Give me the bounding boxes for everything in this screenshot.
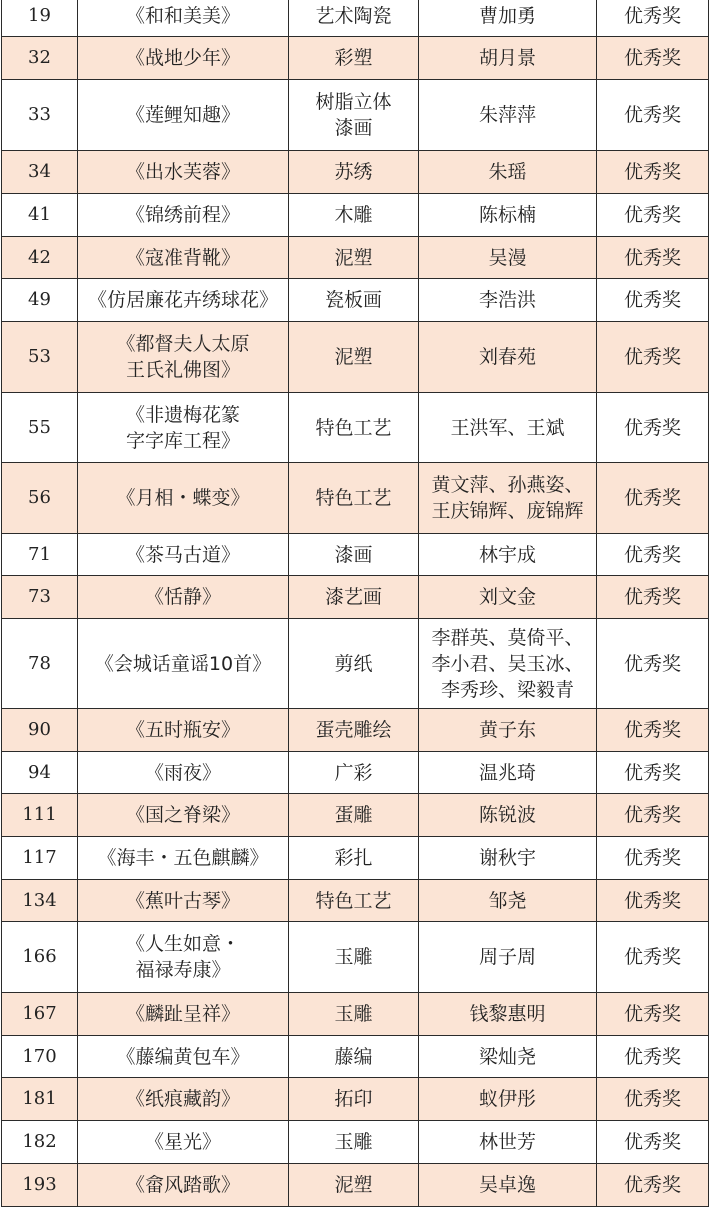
cell-author-line: 刘春苑	[478, 346, 536, 368]
cell-category	[289, 463, 419, 534]
cell-work-line: 《蕉叶古琴》	[125, 889, 240, 912]
cell-award: 优秀奖	[597, 0, 709, 37]
cell-work	[78, 576, 289, 619]
table-row	[2, 619, 709, 709]
cell-work-line: 《战地少年》	[125, 47, 240, 69]
cell-no: 134	[2, 880, 78, 922]
cell-category-line: 树脂立体	[315, 91, 392, 113]
table-row	[2, 393, 709, 463]
cell-category-line: 彩扎	[334, 847, 373, 869]
cell-author-line: 邹尧	[488, 889, 527, 912]
table-row	[2, 922, 709, 993]
cell-category	[289, 37, 419, 80]
cell-work	[78, 880, 289, 922]
cell-category-line: 特色工艺	[315, 487, 392, 509]
cell-work	[78, 80, 289, 151]
cell-category	[289, 279, 419, 322]
cell-work	[78, 752, 289, 794]
cell-category-line: 特色工艺	[315, 416, 392, 439]
cell-award: 优秀奖	[597, 1121, 709, 1164]
cell-category-line: 广彩	[334, 761, 373, 784]
cell-category	[289, 709, 419, 752]
table-row	[2, 80, 709, 151]
cell-category	[289, 752, 419, 794]
cell-no: 182	[2, 1121, 78, 1164]
cell-award: 优秀奖	[597, 619, 709, 709]
cell-category	[289, 880, 419, 922]
cell-category-line: 特色工艺	[315, 889, 392, 912]
table-row	[2, 1036, 709, 1078]
cell-author	[419, 37, 597, 80]
cell-author	[419, 151, 597, 194]
cell-author	[419, 922, 597, 993]
cell-award: 优秀奖	[597, 1036, 709, 1078]
cell-author-line: 曹加勇	[478, 4, 536, 27]
cell-work	[78, 463, 289, 534]
cell-work	[78, 794, 289, 837]
cell-work-line: 《都督夫人太原	[116, 333, 250, 355]
table-row	[2, 1121, 709, 1164]
cell-author-line: 吴漫	[488, 246, 527, 269]
cell-award: 优秀奖	[597, 794, 709, 837]
cell-author	[419, 1078, 597, 1121]
cell-work-line: 字字库工程》	[125, 429, 240, 452]
table-row	[2, 237, 709, 279]
cell-no: 32	[2, 37, 78, 80]
cell-award: 优秀奖	[597, 837, 709, 880]
table-row	[2, 576, 709, 619]
table-row	[2, 709, 709, 752]
cell-work	[78, 0, 289, 37]
cell-author-line: 周子周	[478, 946, 536, 968]
cell-author	[419, 534, 597, 576]
cell-author	[419, 322, 597, 393]
cell-award: 优秀奖	[597, 1164, 709, 1207]
cell-category-line: 漆画	[334, 117, 373, 139]
cell-category-line: 藤编	[334, 1045, 373, 1068]
cell-author	[419, 752, 597, 794]
cell-author	[419, 0, 597, 37]
cell-author	[419, 880, 597, 922]
cell-author-line: 李群英、莫倚平、	[431, 626, 584, 649]
cell-work-line: 《和和美美》	[125, 4, 240, 27]
cell-category	[289, 0, 419, 37]
cell-award: 优秀奖	[597, 80, 709, 151]
cell-category-line: 蛋雕	[334, 804, 373, 826]
cell-author-line: 朱瑶	[488, 161, 527, 183]
cell-category-line: 漆艺画	[324, 586, 382, 608]
cell-author	[419, 837, 597, 880]
cell-category-line: 泥塑	[334, 1174, 373, 1196]
cell-author	[419, 794, 597, 837]
cell-work-line: 《寇准背靴》	[125, 246, 240, 269]
cell-work	[78, 37, 289, 80]
cell-author	[419, 393, 597, 463]
cell-no: 90	[2, 709, 78, 752]
cell-category	[289, 1036, 419, 1078]
cell-category-line: 玉雕	[334, 1003, 373, 1025]
cell-author	[419, 576, 597, 619]
table-row	[2, 794, 709, 837]
cell-award: 优秀奖	[597, 463, 709, 534]
cell-author-line: 胡月景	[478, 47, 536, 69]
cell-no: 41	[2, 194, 78, 237]
cell-no: 193	[2, 1164, 78, 1207]
cell-author-line: 陈锐波	[478, 804, 536, 826]
cell-work-line: 《五时瓶安》	[125, 719, 240, 741]
cell-work-line: 福禄寿康》	[135, 959, 231, 981]
cell-work	[78, 1121, 289, 1164]
cell-work	[78, 619, 289, 709]
cell-author	[419, 80, 597, 151]
table-row	[2, 194, 709, 237]
cell-no: 78	[2, 619, 78, 709]
cell-category	[289, 837, 419, 880]
table-row	[2, 37, 709, 80]
table-row	[2, 1078, 709, 1121]
cell-category	[289, 1164, 419, 1207]
cell-category-line: 木雕	[334, 204, 373, 226]
table-row	[2, 880, 709, 922]
cell-author-line: 林世芳	[478, 1131, 536, 1153]
cell-work-line: 《锦绣前程》	[125, 204, 240, 226]
cell-work-line: 《纸痕藏韵》	[125, 1088, 240, 1110]
cell-category	[289, 80, 419, 151]
cell-work-line: 《雨夜》	[144, 761, 221, 784]
cell-author	[419, 463, 597, 534]
cell-author	[419, 194, 597, 237]
cell-category	[289, 794, 419, 837]
cell-author-line: 钱黎惠明	[469, 1003, 546, 1025]
cell-work-line: 《麟趾呈祥》	[125, 1003, 240, 1025]
cell-work-line: 《非遗梅花篆	[125, 403, 240, 426]
cell-work	[78, 393, 289, 463]
cell-category-line: 拓印	[334, 1088, 373, 1110]
cell-category	[289, 1121, 419, 1164]
cell-category-line: 瓷板画	[324, 289, 382, 311]
cell-award: 优秀奖	[597, 993, 709, 1036]
cell-work-line: 《藤编黄包车》	[116, 1045, 250, 1068]
cell-work	[78, 151, 289, 194]
cell-no: 56	[2, 463, 78, 534]
cell-author	[419, 1164, 597, 1207]
cell-award: 优秀奖	[597, 576, 709, 619]
cell-author	[419, 1121, 597, 1164]
cell-category-line: 玉雕	[334, 1131, 373, 1153]
cell-author	[419, 993, 597, 1036]
cell-work	[78, 1164, 289, 1207]
cell-no: 166	[2, 922, 78, 993]
cell-work-line: 《茶马古道》	[125, 543, 240, 566]
cell-category-line: 彩塑	[334, 47, 373, 69]
cell-work-line: 《月相・蝶变》	[116, 487, 250, 509]
cell-author-line: 李小君、吴玉冰、	[431, 652, 584, 675]
cell-category	[289, 393, 419, 463]
cell-no: 111	[2, 794, 78, 837]
cell-category	[289, 237, 419, 279]
cell-no: 117	[2, 837, 78, 880]
cell-author-line: 李浩洪	[478, 289, 536, 311]
cell-work-line: 《人生如意・	[125, 933, 240, 955]
cell-award: 优秀奖	[597, 709, 709, 752]
cell-author-line: 吴卓逸	[478, 1174, 536, 1196]
cell-award: 优秀奖	[597, 237, 709, 279]
cell-award: 优秀奖	[597, 393, 709, 463]
cell-work	[78, 279, 289, 322]
cell-category-line: 泥塑	[334, 246, 373, 269]
cell-work-line: 《会城话童谣10首》	[94, 652, 272, 675]
table-row	[2, 993, 709, 1036]
cell-award: 优秀奖	[597, 151, 709, 194]
cell-no: 53	[2, 322, 78, 393]
cell-category	[289, 922, 419, 993]
cell-award: 优秀奖	[597, 752, 709, 794]
cell-no: 42	[2, 237, 78, 279]
table-row	[2, 1164, 709, 1207]
cell-work	[78, 1036, 289, 1078]
awards-table-body	[2, 0, 709, 1207]
cell-author	[419, 619, 597, 709]
table-row	[2, 322, 709, 393]
cell-category	[289, 534, 419, 576]
cell-award: 优秀奖	[597, 922, 709, 993]
cell-category-line: 艺术陶瓷	[315, 4, 392, 27]
table-row	[2, 752, 709, 794]
cell-no: 19	[2, 0, 78, 37]
cell-no: 55	[2, 393, 78, 463]
cell-work	[78, 709, 289, 752]
cell-author-line: 王庆锦辉、庞锦辉	[431, 500, 584, 522]
cell-author-line: 黄文萍、孙燕姿、	[431, 474, 584, 496]
table-row	[2, 151, 709, 194]
cell-no: 94	[2, 752, 78, 794]
cell-author-line: 朱萍萍	[478, 104, 536, 126]
cell-work-line: 《国之脊梁》	[125, 804, 240, 826]
cell-category	[289, 194, 419, 237]
cell-no: 71	[2, 534, 78, 576]
cell-work-line: 《出水芙蓉》	[125, 161, 240, 183]
table-row	[2, 279, 709, 322]
cell-work-line: 王氏礼佛图》	[125, 359, 240, 381]
cell-author-line: 刘文金	[478, 586, 536, 608]
table-row	[2, 534, 709, 576]
cell-author-line: 李秀珍、梁毅青	[440, 678, 574, 701]
cell-category	[289, 322, 419, 393]
cell-category	[289, 576, 419, 619]
cell-work-line: 《海丰・五色麒麟》	[97, 847, 269, 869]
cell-author-line: 黄子东	[478, 719, 536, 741]
cell-work	[78, 237, 289, 279]
cell-work-line: 《仿居廉花卉绣球花》	[87, 289, 278, 311]
cell-work	[78, 837, 289, 880]
cell-work	[78, 1078, 289, 1121]
cell-work-line: 《莲鲤知趣》	[125, 104, 240, 126]
cell-work-line: 《畲风踏歌》	[125, 1174, 240, 1196]
cell-no: 73	[2, 576, 78, 619]
cell-category	[289, 993, 419, 1036]
cell-author-line: 温兆琦	[478, 761, 536, 784]
cell-no: 49	[2, 279, 78, 322]
cell-author-line: 陈标楠	[478, 204, 536, 226]
table-row	[2, 0, 709, 37]
cell-author	[419, 237, 597, 279]
cell-award: 优秀奖	[597, 279, 709, 322]
cell-category-line: 玉雕	[334, 946, 373, 968]
cell-work	[78, 993, 289, 1036]
cell-award: 优秀奖	[597, 322, 709, 393]
cell-category-line: 苏绣	[334, 161, 373, 183]
cell-no: 33	[2, 80, 78, 151]
cell-author	[419, 709, 597, 752]
cell-award: 优秀奖	[597, 37, 709, 80]
cell-category	[289, 151, 419, 194]
cell-author-line: 谢秋宇	[478, 847, 536, 869]
cell-category-line: 蛋壳雕绘	[315, 719, 392, 741]
cell-award: 优秀奖	[597, 1078, 709, 1121]
table-row	[2, 837, 709, 880]
cell-author-line: 王洪军、王斌	[450, 416, 565, 439]
cell-no: 34	[2, 151, 78, 194]
cell-award: 优秀奖	[597, 194, 709, 237]
table-row	[2, 463, 709, 534]
cell-no: 167	[2, 993, 78, 1036]
cell-work	[78, 922, 289, 993]
cell-no: 170	[2, 1036, 78, 1078]
cell-author-line: 林宇成	[478, 543, 536, 566]
cell-author	[419, 279, 597, 322]
cell-category-line: 漆画	[334, 543, 373, 566]
cell-category	[289, 1078, 419, 1121]
cell-author	[419, 1036, 597, 1078]
cell-work	[78, 322, 289, 393]
awards-table	[1, 0, 709, 1207]
cell-author-line: 蚁伊彤	[478, 1088, 536, 1110]
cell-category	[289, 619, 419, 709]
cell-work-line: 《星光》	[144, 1131, 221, 1153]
cell-category-line: 泥塑	[334, 346, 373, 368]
cell-work	[78, 194, 289, 237]
cell-work-line: 《恬静》	[144, 586, 221, 608]
cell-award: 优秀奖	[597, 534, 709, 576]
cell-award: 优秀奖	[597, 880, 709, 922]
cell-no: 181	[2, 1078, 78, 1121]
cell-work	[78, 534, 289, 576]
cell-category-line: 剪纸	[334, 652, 373, 675]
cell-author-line: 梁灿尧	[478, 1045, 536, 1068]
